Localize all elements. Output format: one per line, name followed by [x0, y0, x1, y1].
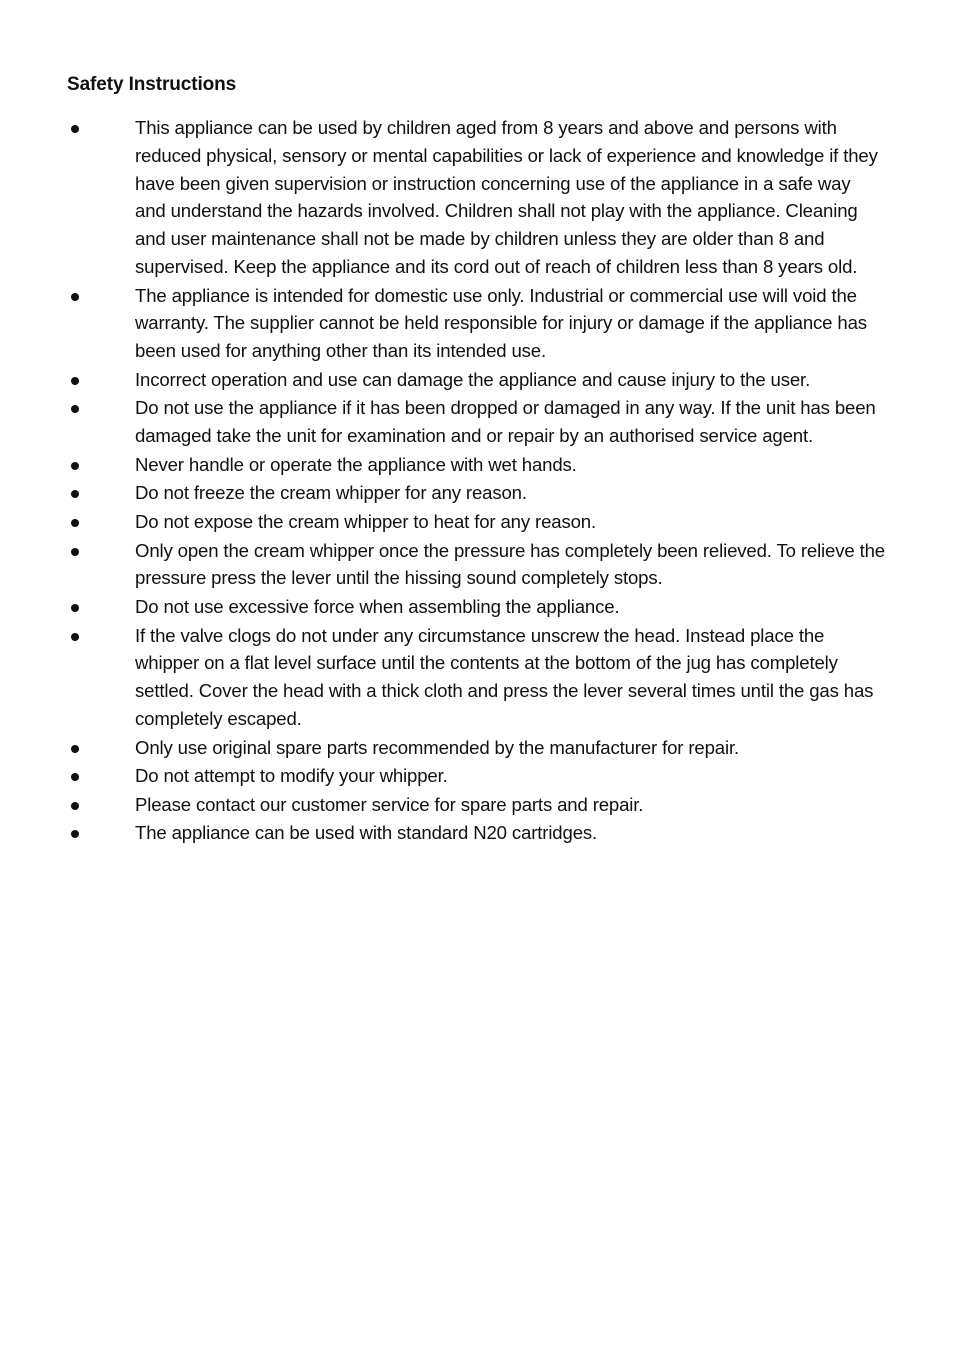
list-item-text: Never handle or operate the appliance with wet hands. [135, 453, 577, 475]
bullet-icon [71, 548, 79, 556]
bullet-icon [71, 519, 79, 527]
list-item [0, 394, 885, 450]
list-item-text: The appliance can be used with standard N20 cartridges. [135, 822, 598, 844]
list-item-text: Only open the cream whipper once the pressure has completely been relieved. To relieve the pressure press the lever until the hissing sound completely stops. [135, 539, 885, 589]
list-item [0, 734, 885, 762]
list-item [0, 366, 885, 394]
list-item [0, 593, 885, 621]
safety-instructions-list [0, 114, 954, 848]
list-item-text: Do not expose the cream whipper to heat for any reason. [135, 510, 596, 532]
list-item [0, 114, 885, 281]
list-item [0, 622, 885, 733]
list-item-text: Please contact our customer service for spare parts and repair. [135, 793, 644, 815]
list-item [0, 282, 885, 365]
bullet-icon [71, 745, 79, 753]
bullet-icon [71, 490, 79, 498]
list-item-text: Do not use excessive force when assembling the appliance. [135, 595, 620, 617]
list-item-text: Do not attempt to modify your whipper. [135, 765, 448, 787]
bullet-icon [71, 125, 79, 133]
list-item [0, 819, 885, 847]
list-item-text: Do not freeze the cream whipper for any reason. [135, 482, 527, 504]
bullet-icon [71, 462, 79, 470]
bullet-icon [71, 773, 79, 781]
list-item-text: Incorrect operation and use can damage the appliance and cause injury to the user. [135, 368, 811, 390]
list-item-text: The appliance is intended for domestic use only. Industrial or commercial use will void the warranty. The supplier cannot be held responsible for injury or damage if the appliance has been used for anything other than its intended use. [135, 284, 867, 362]
bullet-icon [71, 830, 79, 838]
list-item [0, 537, 885, 593]
list-item [0, 451, 885, 479]
bullet-icon [71, 405, 79, 413]
bullet-icon [71, 604, 79, 612]
bullet-icon [71, 802, 79, 810]
bullet-icon [71, 377, 79, 385]
bullet-icon [71, 633, 79, 641]
list-item-text: If the valve clogs do not under any circumstance unscrew the head. Instead place the whipper on a flat level surface until the contents at the bottom of the jug has completely settled. Cover the head with a thick cloth and press the lever several times until the gas has completely escaped. [135, 624, 874, 729]
list-item [0, 762, 885, 790]
list-item-text: This appliance can be used by children aged from 8 years and above and persons with reduced physical, sensory or mental capabilities or lack of experience and knowledge if they have been given supervision or instruction concerning use of the appliance in a safe way and understand the hazards involved. Children shall not play with the appliance. Cleaning and user maintenance shall not be made by children unless they are older than 8 and supervised. Keep the appliance and its cord out of reach of children less than 8 years old. [135, 117, 878, 277]
page-title: Safety Instructions [67, 74, 237, 95]
list-item [0, 479, 885, 507]
list-item [0, 791, 885, 819]
list-item [0, 508, 885, 536]
list-item-text: Do not use the appliance if it has been dropped or damaged in any way. If the unit has been damaged take the unit for examination and or repair by an authorised service agent. [135, 397, 876, 447]
list-item-text: Only use original spare parts recommended by the manufacturer for repair. [135, 736, 739, 758]
bullet-icon [71, 293, 79, 301]
